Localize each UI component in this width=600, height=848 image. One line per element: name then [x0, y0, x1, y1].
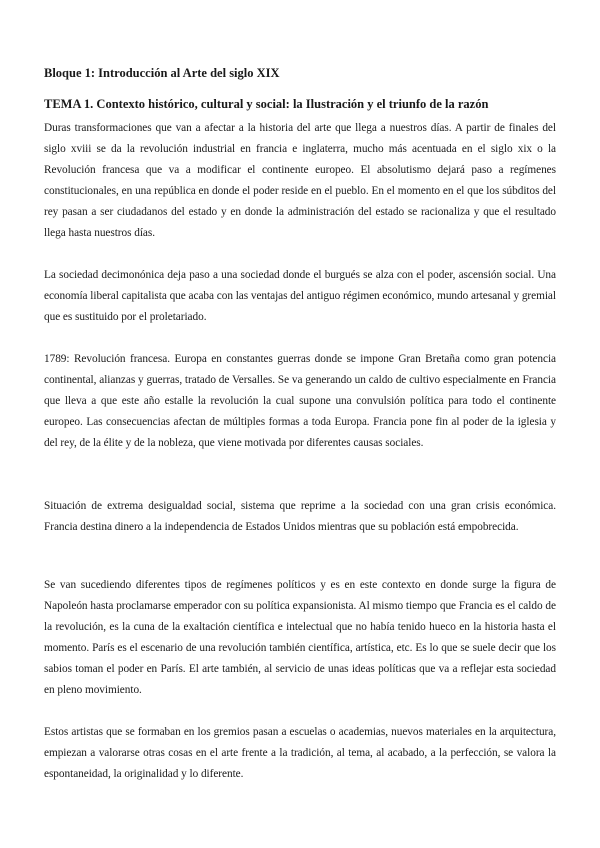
paragraph-society: La sociedad decimonónica deja paso a una sociedad donde el burgués se alza con el poder, ascensión social. Una economía liberal capitalista que acaba con las ventajas del antiguo régimen económico, mundo artesanal y gremial que es sustituido por el proletariado.: [44, 269, 556, 323]
paragraph-inequality: Situación de extrema desigualdad social, sistema que reprime a la sociedad con una gran crisis económica. Francia destina dinero a la independencia de Estados Unidos mientras que su población está empobrecida.: [44, 500, 556, 533]
paragraph-artists: Estos artistas que se formaban en los gremios pasan a escuelas o academias, nuevos materiales en la arquitectura, empiezan a valorarse otras cosas en el arte frente a la tradición, al tema, al acabado, a la perfección, se valora la espontaneidad, la originalidad y lo diferente.: [44, 726, 556, 780]
paragraph-french-revolution: 1789: Revolución francesa. Europa en constantes guerras donde se impone Gran Bretaña como gran potencia continental, alianzas y guerras, tratado de Versalles. Se va generando un caldo de cultivo especialmente en Francia que lleva a que este año estalle la revolución la cual supone una convulsión política para todo el continente europeo. Las consecuencias afectan de múltiples formas a toda Europa. Francia pone fin al poder de la iglesia y del rey, de la élite y de la nobleza, que viene motivada por diferentes causas sociales.: [44, 353, 556, 449]
block-title: Bloque 1: Introducción al Arte del siglo XIX: [44, 66, 280, 80]
paragraph-napoleon: Se van sucediendo diferentes tipos de regímenes políticos y es en este contexto en donde surge la figura de Napoleón hasta proclamarse emperador con su política expansionista. Al mismo tiempo que Francia es el caldo de la revolución, es la cuna de la exaltación científica e intelectual que no había tenido hueco en la historia hasta el momento. París es el escenario de una revolución también científica, artística, etc. Es lo que se suele decir que los sabios toman el poder en París. El arte también, al servicio de unas ideas políticas que va a reflejar esta sociedad en pleno movimiento.: [44, 579, 556, 696]
topic-title: TEMA 1. Contexto histórico, cultural y social: la Ilustración y el triunfo de la razón: [44, 97, 489, 111]
paragraph-transformations: Duras transformaciones que van a afectar a la historia del arte que llega a nuestros días. A partir de finales del siglo xviii se da la revolución industrial en francia e inglaterra, mucho más acentuada en el siglo xix o la Revolución francesa que va a modificar el continente europeo. El absolutismo dejará paso a regímenes constitucionales, en una república en donde el poder reside en el pueblo. En el momento en el que los súbditos del rey pasan a ser ciudadanos del estado y en donde la administración del estado se racionaliza y que el resultado llega hasta nuestros días.: [44, 122, 556, 239]
